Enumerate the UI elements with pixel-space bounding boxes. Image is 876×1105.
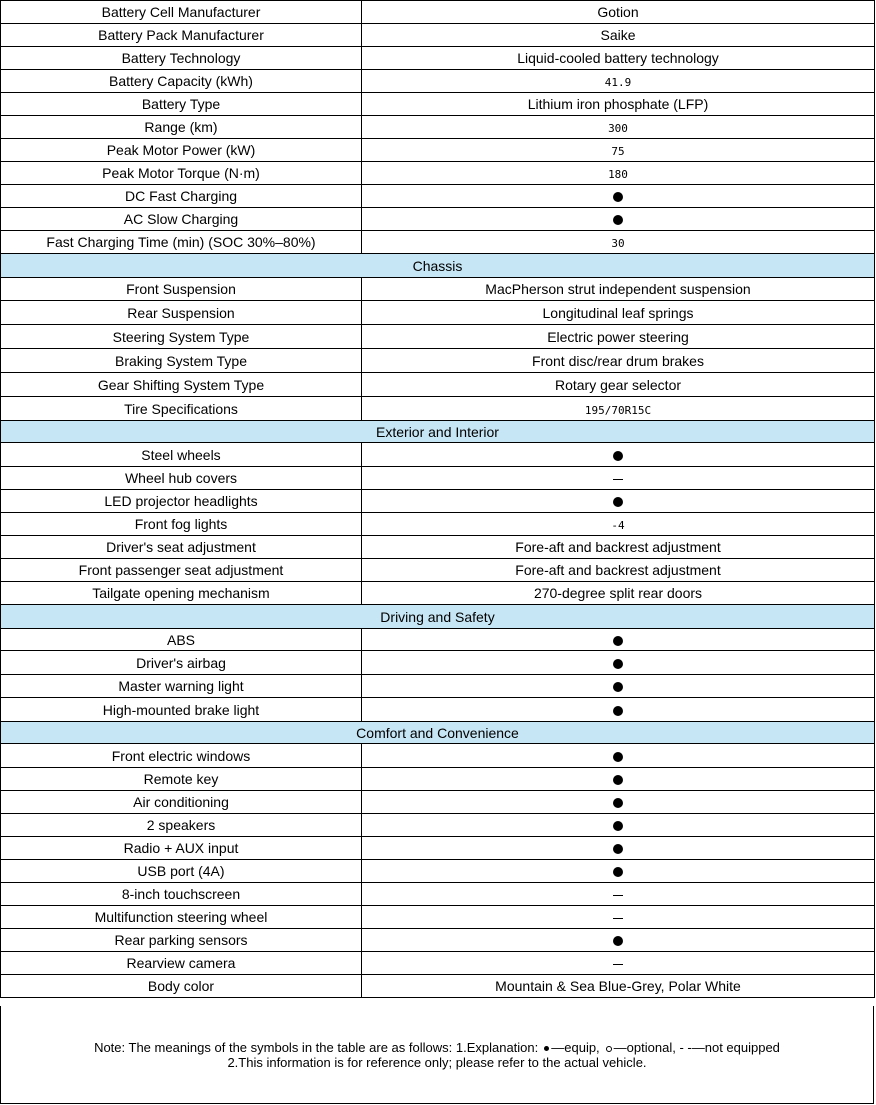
spec-value-cell (362, 906, 875, 929)
spec-label: Front Suspension (1, 278, 362, 301)
spec-value: Liquid-cooled battery technology (517, 50, 719, 66)
spec-label: Peak Motor Torque (N·m) (1, 162, 362, 185)
equipped-dot-icon (613, 215, 623, 225)
spec-value-cell (362, 744, 875, 768)
spec-row (1, 162, 875, 185)
spec-row (1, 883, 875, 906)
spec-value-cell (362, 70, 875, 93)
spec-value-cell (362, 47, 875, 70)
section-header-row (1, 254, 875, 278)
spec-value: -4 (611, 519, 625, 532)
equipped-dot-icon (613, 867, 623, 877)
spec-row (1, 231, 875, 254)
spec-value-cell (362, 24, 875, 47)
spec-value-cell (362, 582, 875, 605)
spec-value-cell (362, 325, 875, 349)
not-equipped-dash-icon (613, 479, 623, 480)
spec-value-cell (362, 629, 875, 651)
equipped-dot-icon (613, 775, 623, 785)
spec-label: Braking System Type (1, 349, 362, 373)
spec-row (1, 582, 875, 605)
spec-label: Front passenger seat adjustment (1, 559, 362, 582)
equipped-dot-icon (613, 821, 623, 831)
spec-label: 8-inch touchscreen (1, 883, 362, 906)
note-not-equipped-symbol: - - (679, 1040, 692, 1055)
spec-row (1, 1, 875, 24)
spec-value-cell (362, 490, 875, 513)
spec-label: Battery Technology (1, 47, 362, 70)
spec-value: Electric power steering (547, 328, 689, 345)
spec-value: Fore-aft and backrest adjustment (515, 539, 721, 555)
spec-value-cell (362, 373, 875, 397)
spec-value-cell (362, 675, 875, 698)
spec-row (1, 837, 875, 860)
equipped-dot-icon (613, 844, 623, 854)
spec-row (1, 952, 875, 975)
equipped-dot-icon (613, 706, 623, 716)
spec-value: Mountain & Sea Blue-Grey, Polar White (495, 978, 741, 994)
spec-value-cell (362, 791, 875, 814)
spec-row (1, 929, 875, 952)
note-not-equipped: —not equipped (691, 1040, 780, 1055)
spec-value: Longitudinal leaf springs (542, 304, 694, 321)
spec-row (1, 208, 875, 231)
spec-row (1, 651, 875, 675)
spec-value: Fore-aft and backrest adjustment (515, 562, 721, 578)
spec-value-cell (362, 185, 875, 208)
spec-label: Rear Suspension (1, 301, 362, 325)
spec-value-cell (362, 139, 875, 162)
spec-row (1, 116, 875, 139)
spec-label: Tailgate opening mechanism (1, 582, 362, 605)
equipped-dot-icon (613, 752, 623, 762)
spec-row (1, 70, 875, 93)
spec-row (1, 47, 875, 70)
spec-value-cell (362, 559, 875, 582)
spec-value: 75 (611, 145, 625, 158)
not-equipped-dash-icon (613, 964, 623, 965)
equipped-dot-icon (613, 682, 623, 692)
spec-row (1, 443, 875, 467)
spec-value: Rotary gear selector (554, 376, 682, 393)
spec-label: Fast Charging Time (min) (SOC 30%–80%) (1, 231, 362, 254)
note-box (0, 1006, 874, 1104)
spec-value: MacPherson strut independent suspension (485, 281, 751, 297)
spec-row (1, 397, 875, 421)
spec-label: Driver's airbag (1, 651, 362, 675)
spec-row (1, 975, 875, 998)
spec-value-cell (362, 513, 875, 536)
spec-label: Steel wheels (1, 443, 362, 467)
spec-value-cell (362, 349, 875, 373)
spec-label: Steering System Type (1, 325, 362, 349)
spec-label: High-mounted brake light (1, 698, 362, 722)
spec-value: 270-degree split rear doors (533, 585, 703, 601)
spec-value-cell (362, 1, 875, 24)
spec-label: Range (km) (1, 116, 362, 139)
equipped-dot-icon (613, 659, 623, 669)
equipped-dot-icon (613, 192, 623, 202)
spec-label: DC Fast Charging (1, 185, 362, 208)
spec-value-cell (362, 952, 875, 975)
legend-note (1, 1040, 873, 1070)
spec-label: Battery Capacity (kWh) (1, 70, 362, 93)
spec-label: Body color (1, 975, 362, 998)
spec-row (1, 559, 875, 582)
spec-value: Lithium iron phosphate (LFP) (527, 96, 709, 112)
spec-row (1, 768, 875, 791)
note-prefix: Note: The meanings of the symbols in the table are as follows: 1.Explanation: (94, 1040, 539, 1055)
hollow-dot-icon (606, 1046, 612, 1052)
spec-label: LED projector headlights (1, 490, 362, 513)
spec-value-cell (362, 162, 875, 185)
spec-value-cell (362, 93, 875, 116)
spec-value-cell (362, 443, 875, 467)
spec-value-cell (362, 651, 875, 675)
spec-row (1, 513, 875, 536)
spec-row (1, 301, 875, 325)
spec-value: Saike (600, 27, 636, 43)
section-title: Comfort and Convenience (1, 722, 875, 744)
spec-label: Tire Specifications (1, 397, 362, 421)
spec-row (1, 791, 875, 814)
filled-dot-icon (544, 1046, 549, 1051)
spec-label: Front fog lights (1, 513, 362, 536)
spec-row (1, 744, 875, 768)
spec-label: Master warning light (1, 675, 362, 698)
spec-row (1, 536, 875, 559)
spec-label: ABS (1, 629, 362, 651)
spec-value-cell (362, 929, 875, 952)
spec-value-cell (362, 397, 875, 421)
spec-row (1, 373, 875, 397)
spec-table-body (1, 1, 875, 998)
spec-value-cell (362, 116, 875, 139)
spec-value-cell (362, 975, 875, 998)
equipped-dot-icon (613, 798, 623, 808)
spec-label: Remote key (1, 768, 362, 791)
spec-row (1, 24, 875, 47)
spec-value-cell (362, 208, 875, 231)
section-title: Exterior and Interior (1, 421, 875, 443)
spec-label: Battery Pack Manufacturer (1, 24, 362, 47)
section-header-row (1, 421, 875, 443)
spec-label: Driver's seat adjustment (1, 536, 362, 559)
spec-value: 41.9 (604, 76, 632, 89)
spec-value: 180 (608, 168, 628, 181)
spec-row (1, 467, 875, 490)
section-header-row (1, 722, 875, 744)
spec-label: Gear Shifting System Type (1, 373, 362, 397)
spec-value: 30 (611, 237, 625, 250)
spec-value-cell (362, 883, 875, 906)
spec-row (1, 185, 875, 208)
spec-value-cell (362, 467, 875, 490)
spec-row (1, 814, 875, 837)
not-equipped-dash-icon (613, 918, 623, 919)
spec-value-cell (362, 536, 875, 559)
spec-value: Front disc/rear drum brakes (532, 352, 704, 369)
spec-label: Multifunction steering wheel (1, 906, 362, 929)
spec-label: AC Slow Charging (1, 208, 362, 231)
spec-row (1, 675, 875, 698)
equipped-dot-icon (613, 636, 623, 646)
note-equip: —equip, (551, 1040, 600, 1055)
section-header-row (1, 605, 875, 629)
spec-value: 300 (608, 122, 628, 135)
spec-value-cell (362, 837, 875, 860)
spec-row (1, 860, 875, 883)
spec-row (1, 906, 875, 929)
spec-value-cell (362, 231, 875, 254)
spec-value-cell (362, 814, 875, 837)
not-equipped-dash-icon (613, 895, 623, 896)
note-optional: —optional, (613, 1040, 676, 1055)
section-title: Driving and Safety (1, 605, 875, 629)
equipped-dot-icon (613, 936, 623, 946)
spec-row (1, 93, 875, 116)
spec-label: Front electric windows (1, 744, 362, 768)
spec-row (1, 278, 875, 301)
spec-value-cell (362, 278, 875, 301)
spec-label: Battery Cell Manufacturer (1, 1, 362, 24)
spec-value: Gotion (597, 4, 639, 20)
note-line2: 2.This information is for reference only; please refer to the actual vehicle. (227, 1055, 647, 1070)
spec-label: Rearview camera (1, 952, 362, 975)
spec-row (1, 349, 875, 373)
spec-row (1, 490, 875, 513)
spec-value-cell (362, 860, 875, 883)
equipped-dot-icon (613, 451, 623, 461)
spec-label: Peak Motor Power (kW) (1, 139, 362, 162)
equipped-dot-icon (613, 497, 623, 507)
spec-row (1, 139, 875, 162)
spec-value-cell (362, 301, 875, 325)
spec-row (1, 325, 875, 349)
spec-label: Rear parking sensors (1, 929, 362, 952)
section-title: Chassis (1, 254, 875, 278)
spec-label: Wheel hub covers (1, 467, 362, 490)
spec-label: 2 speakers (1, 814, 362, 837)
spec-row (1, 629, 875, 651)
spec-label: Battery Type (1, 93, 362, 116)
spec-row (1, 698, 875, 722)
spec-value-cell (362, 698, 875, 722)
spec-label: Radio + AUX input (1, 837, 362, 860)
spec-label: USB port (4A) (1, 860, 362, 883)
spec-value: 195/70R15C (584, 403, 652, 417)
spec-label: Air conditioning (1, 791, 362, 814)
spec-value-cell (362, 768, 875, 791)
